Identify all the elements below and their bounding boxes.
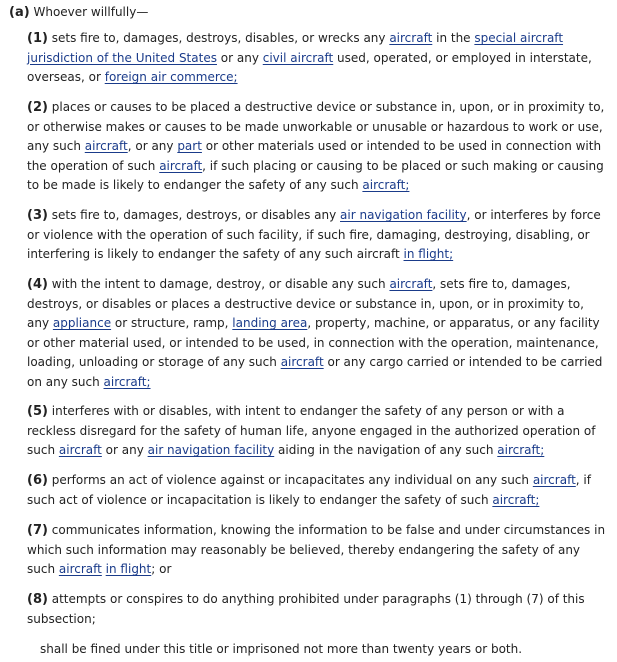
paragraph-number: (8): [27, 592, 48, 607]
subsection-intro-text: Whoever willfully—: [33, 5, 149, 19]
paragraph-text: , if such act of violence or incapacitation is likely to endanger the safety of such: [27, 473, 591, 507]
definition-link-aircraft[interactable]: aircraft: [58, 562, 102, 576]
paragraph-text: used, operated, or employed in interstate, overseas, or: [27, 50, 592, 84]
definition-link-foreign-air-commerce[interactable]: foreign air commerce;: [104, 70, 238, 84]
paragraph-5: [27, 402, 607, 461]
paragraph-text: places or causes to be placed a destructive device or substance in, upon, or in proximity to, or otherwise makes or causes to be made unworkable or unusable or hazardous to work or use, any such: [27, 100, 605, 153]
paragraph-number: (3): [27, 208, 48, 223]
paragraph-text: attempts or conspires to do anything prohibited under paragraphs (1) through (7) of this subsection;: [27, 592, 585, 626]
paragraph-text: with the intent to damage, destroy, or disable any such: [47, 277, 390, 291]
paragraph-text: , if such placing or causing to be placed or such making or causing to be made is likely to endanger the safety of any such: [27, 158, 604, 192]
paragraph-number: (7): [27, 523, 48, 538]
definition-link-aircraft[interactable]: aircraft;: [362, 178, 410, 192]
definition-link-aircraft[interactable]: aircraft: [389, 31, 433, 45]
subsection-intro: [9, 3, 609, 23]
definition-link-aircraft[interactable]: aircraft: [58, 443, 102, 457]
definition-link-aircraft[interactable]: aircraft;: [103, 374, 151, 389]
paragraph-2: [27, 98, 607, 196]
paragraph-text: or any cargo carried or intended to be carried on any such: [27, 355, 603, 389]
definition-link-aircraft[interactable]: aircraft: [159, 158, 203, 173]
paragraph-text: performs an act of violence against or incapacitates any individual on any such: [47, 473, 533, 487]
definition-link-part[interactable]: part: [177, 139, 202, 153]
paragraph-text: ; or: [151, 562, 172, 576]
paragraph-text: communicates information, knowing the information to be false and under circumstances in which such information may reasonably be believed, thereby endangering the safety of any such: [27, 523, 606, 576]
paragraph-number: (1): [27, 31, 48, 46]
paragraph-text: , property, machine, or apparatus, or any facility or other material used, or intended to be used, in connection with the operation, maintenance, loading, unloading or storage of any such: [27, 316, 600, 369]
paragraph-4: [27, 275, 607, 392]
paragraph-7: [27, 521, 607, 580]
definition-link-air-navigation-facility[interactable]: air navigation facility: [147, 443, 275, 457]
penalty-clause: shall be fined under this title or imprisoned not more than twenty years or both.: [40, 642, 523, 656]
paragraph-text: , sets fire to, damages, destroys, or disables or places a destructive device or substance in, upon, or in proximity to, any: [27, 277, 584, 330]
definition-link-aircraft[interactable]: aircraft: [84, 139, 128, 153]
paragraph-number: (2): [27, 100, 48, 115]
paragraph-text: sets fire to, damages, destroys, or disables any: [47, 208, 341, 222]
definition-link-aircraft[interactable]: aircraft: [532, 473, 576, 487]
definition-link-aircraft[interactable]: aircraft;: [492, 492, 540, 507]
definition-link-civil-aircraft[interactable]: civil aircraft: [262, 50, 334, 65]
paragraph-text: sets fire to, damages, destroys, disables, or wrecks any: [47, 31, 390, 45]
paragraph-number: (6): [27, 473, 48, 488]
paragraph-text: aiding in the navigation of any such: [274, 443, 498, 457]
paragraph-3: [27, 206, 607, 265]
paragraph-8: [27, 590, 607, 629]
paragraph-number: (4): [27, 277, 48, 292]
definition-link-appliance[interactable]: appliance: [52, 316, 112, 330]
paragraph-1: [27, 29, 607, 88]
paragraph-text: , or interferes by force or violence with the operation of such facility, if such fire, damaging, destroying, disabling, or interfering is likely to endanger the safety of any such aircraft: [27, 208, 601, 261]
paragraph-text: in the: [432, 31, 475, 45]
subsection-label: (a): [9, 5, 30, 20]
paragraph-text: , or any: [127, 139, 178, 153]
paragraph-text: interferes with or disables, with intent to endanger the safety of any person or with a reckless disregard for the safety of human life, anyone engaged in the authorized operation of such: [27, 404, 596, 457]
definition-link-in-flight[interactable]: in flight;: [403, 247, 454, 261]
paragraph-number: (5): [27, 404, 48, 419]
definition-link-aircraft[interactable]: aircraft: [280, 355, 324, 369]
definition-link-special-aircraft-jurisdiction-of-the-united-states[interactable]: special aircraft jurisdiction of the United States: [27, 31, 564, 65]
paragraph-text: or structure, ramp,: [111, 316, 233, 330]
paragraph-text: or any: [101, 443, 148, 457]
definition-link-aircraft[interactable]: aircraft;: [497, 443, 545, 457]
paragraph-text: or any: [216, 50, 263, 65]
definition-link-air-navigation-facility[interactable]: air navigation facility: [340, 208, 467, 222]
definition-link-landing-area[interactable]: landing area: [232, 316, 308, 330]
definition-link-in-flight[interactable]: in flight: [105, 562, 152, 576]
paragraph-6: [27, 471, 607, 510]
paragraph-text: or other materials used or intended to be used in connection with the operation of such: [27, 139, 602, 173]
definition-link-aircraft[interactable]: aircraft: [389, 277, 433, 291]
